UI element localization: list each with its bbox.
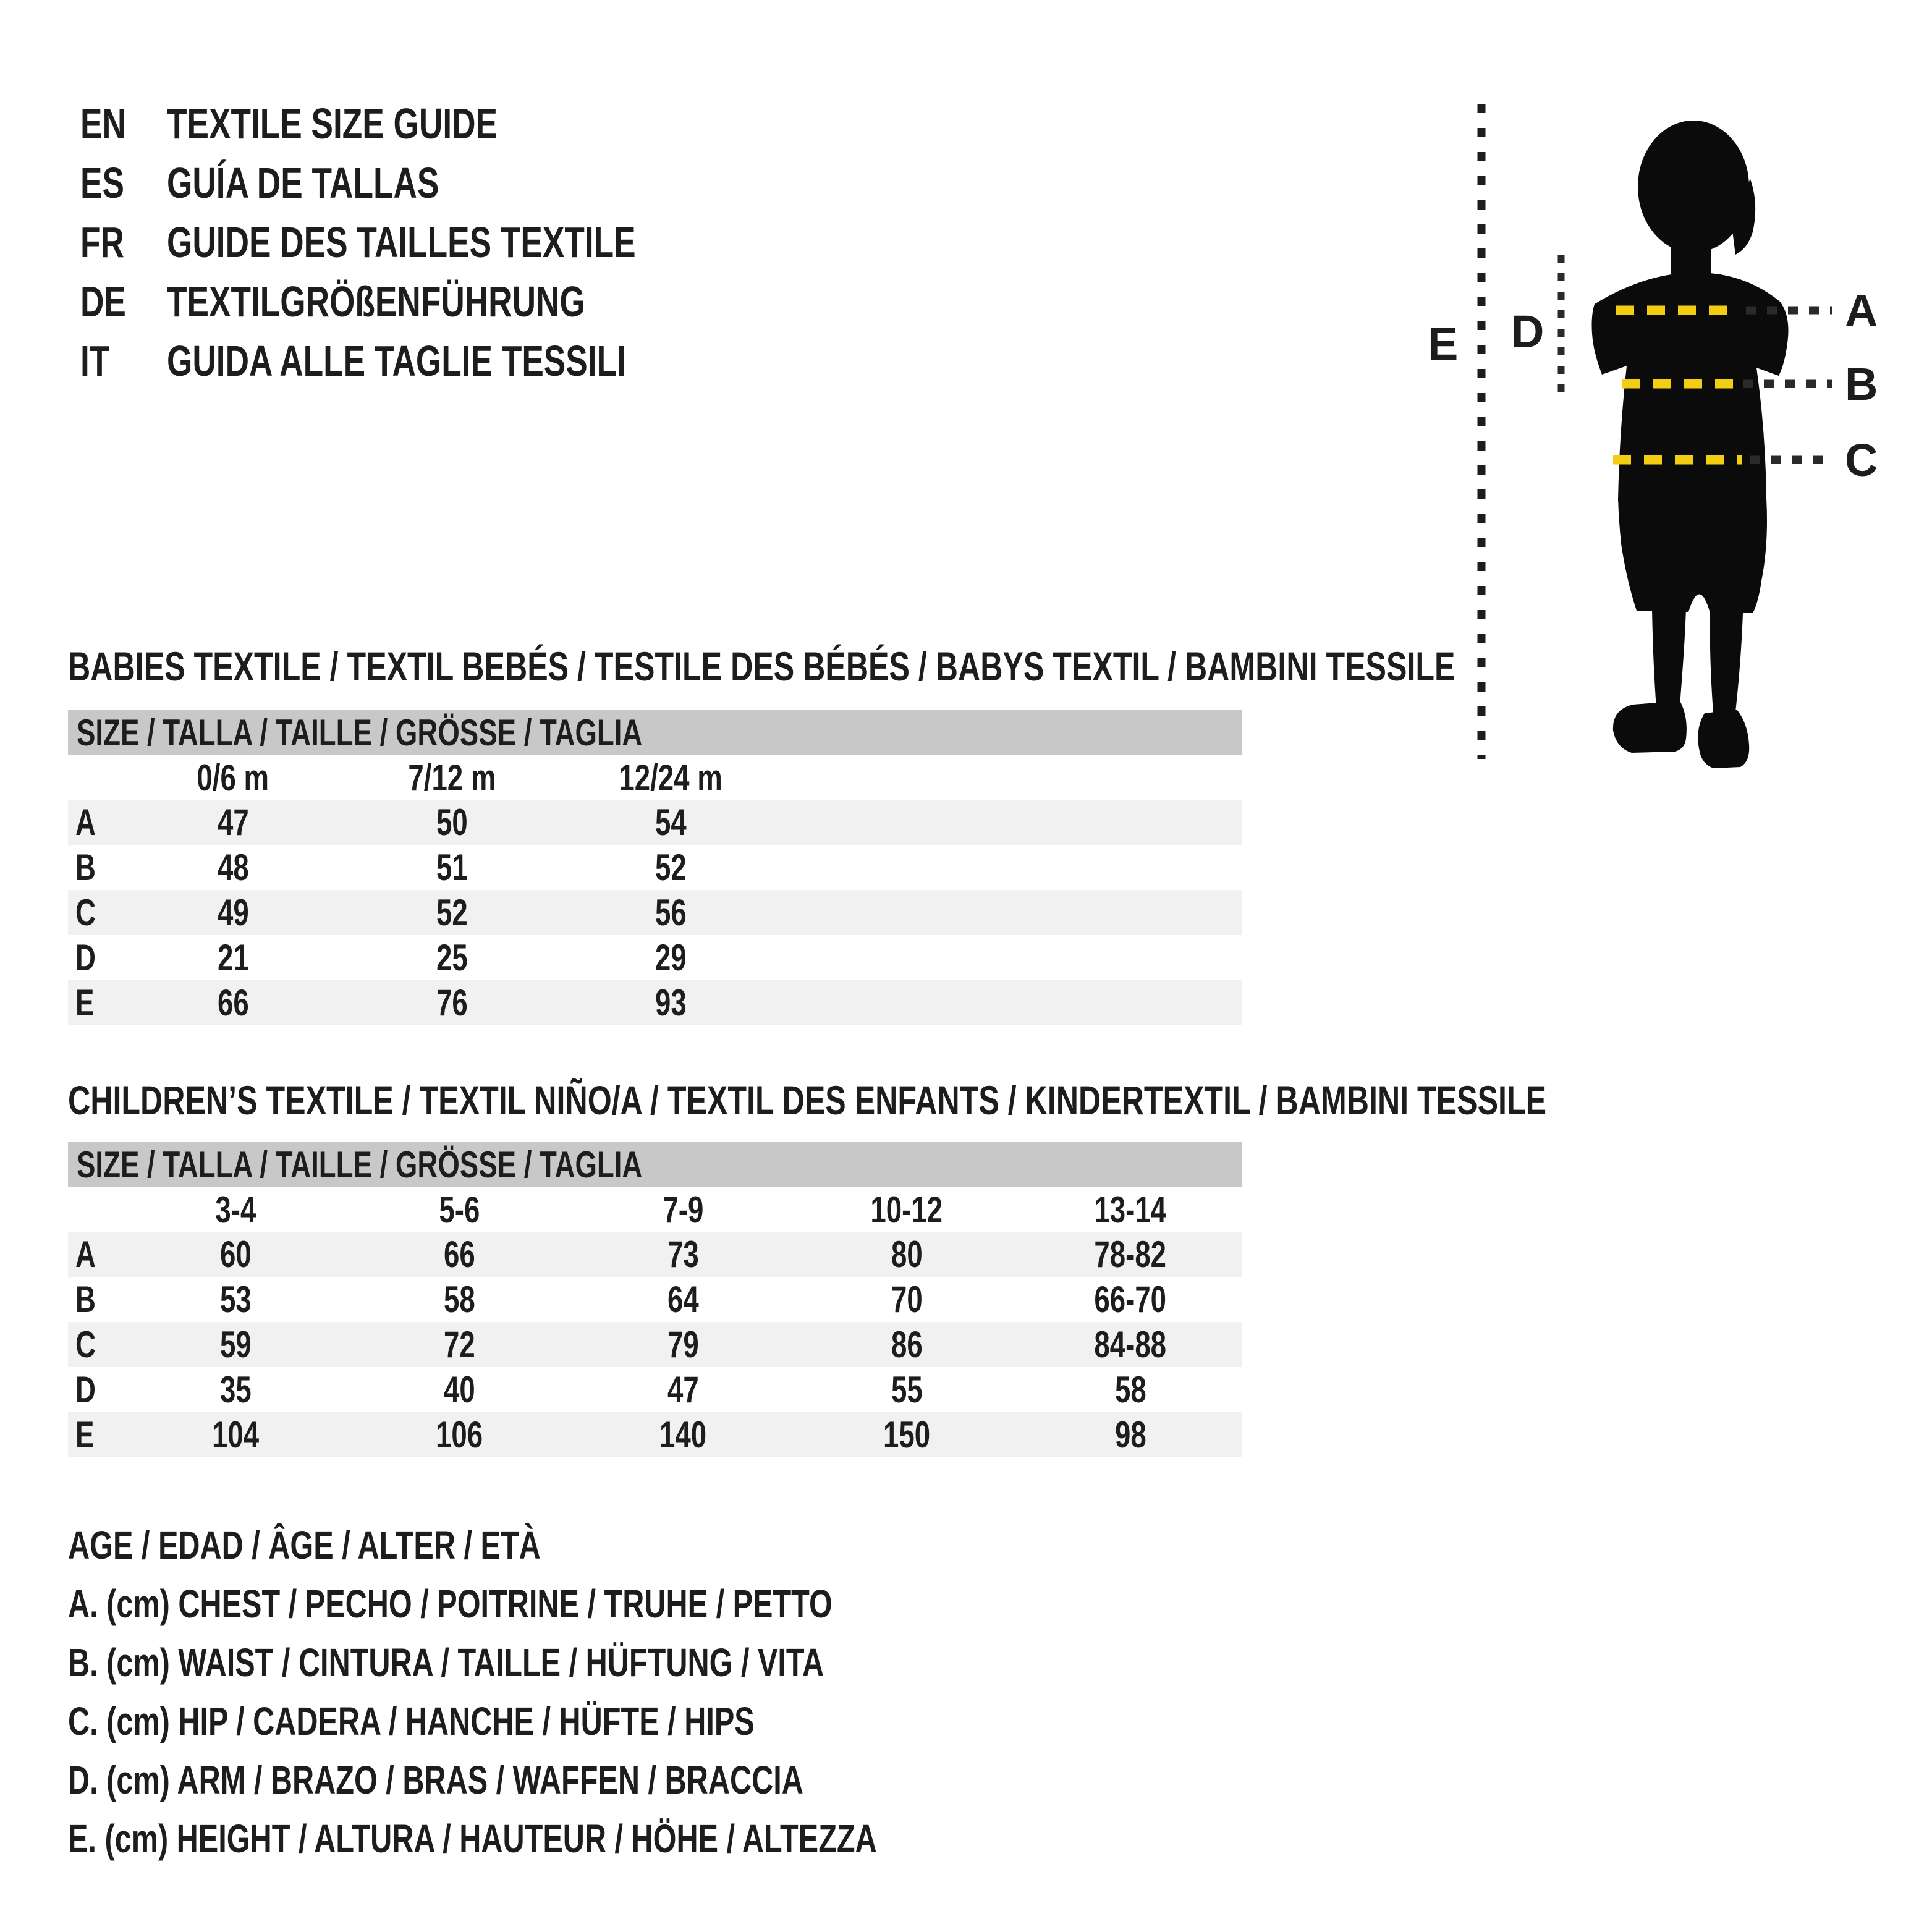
measurement-legend xyxy=(68,1515,1132,1868)
children-column-header: 10-12 xyxy=(870,1188,943,1231)
table-row xyxy=(68,1322,1242,1367)
language-title: GUIDE DES TAILLES TEXTILE xyxy=(167,218,636,266)
table-cell: 25 xyxy=(436,937,468,978)
table-row xyxy=(68,1412,1242,1457)
table-cell: 58 xyxy=(443,1279,475,1320)
legend-age-row xyxy=(68,1515,1132,1574)
table-cell: 51 xyxy=(436,847,468,888)
table-cell: 21 xyxy=(217,937,249,978)
language-code: DE xyxy=(80,278,126,326)
language-code: EN xyxy=(80,100,126,148)
table-cell: 64 xyxy=(667,1279,699,1320)
table-cell: 76 xyxy=(436,982,468,1023)
table-cell: 66-70 xyxy=(1094,1279,1167,1320)
table-cell: 50 xyxy=(436,802,468,843)
row-label: B xyxy=(75,847,96,888)
children-column-header: 13-14 xyxy=(1094,1188,1167,1231)
legend-item xyxy=(68,1809,1132,1868)
table-cell: 86 xyxy=(891,1324,923,1365)
row-label: A xyxy=(75,1234,96,1275)
language-title: GUIDA ALLE TAGLIE TESSILI xyxy=(167,337,626,385)
table-cell: 56 xyxy=(655,892,687,933)
waist-label: B xyxy=(1845,358,1878,410)
language-row xyxy=(80,272,784,331)
babies-column-header-row xyxy=(68,755,1242,800)
babies-section-title xyxy=(68,643,1893,690)
children-size-header-bar xyxy=(68,1142,1242,1187)
size-figure xyxy=(1409,87,1904,803)
row-label: E xyxy=(75,982,95,1023)
table-row xyxy=(68,800,1242,845)
table-row xyxy=(68,845,1242,890)
table-cell: 54 xyxy=(655,802,687,843)
language-row xyxy=(80,153,784,213)
language-row xyxy=(80,94,784,153)
children-title-text: CHILDREN’S TEXTILE / TEXTIL NIÑO/A / TEXTIL DES ENFANTS / KINDERTEXTIL / BAMBINI TESSILE xyxy=(68,1077,1547,1123)
children-column-header: 7-9 xyxy=(663,1188,703,1231)
table-cell: 49 xyxy=(217,892,249,933)
table-cell: 53 xyxy=(219,1279,252,1320)
row-label: B xyxy=(75,1279,96,1320)
child-measurement-diagram xyxy=(1409,87,1904,803)
table-cell: 150 xyxy=(883,1414,931,1455)
children-section-title xyxy=(68,1077,1932,1124)
chest-label: A xyxy=(1845,285,1878,336)
table-cell: 58 xyxy=(1114,1369,1146,1410)
table-cell: 60 xyxy=(219,1234,252,1275)
language-title: GUÍA DE TALLAS xyxy=(167,159,439,207)
children-column-header: 5-6 xyxy=(439,1188,480,1231)
babies-column-header: 12/24 m xyxy=(619,756,722,799)
table-cell: 70 xyxy=(891,1279,923,1320)
children-table xyxy=(68,1142,1242,1457)
legend-item xyxy=(68,1692,1132,1750)
language-title: TEXTILE SIZE GUIDE xyxy=(167,100,498,148)
babies-column-header: 0/6 m xyxy=(197,756,269,799)
height-label: E xyxy=(1428,318,1459,370)
row-label: C xyxy=(75,892,96,933)
row-label: D xyxy=(75,1369,96,1410)
table-row xyxy=(68,1232,1242,1277)
table-cell: 55 xyxy=(891,1369,923,1410)
language-code: IT xyxy=(80,337,110,385)
children-size-header-label: SIZE / TALLA / TAILLE / GRÖSSE / TAGLIA xyxy=(77,1143,643,1185)
table-cell: 66 xyxy=(217,982,249,1023)
table-cell: 72 xyxy=(443,1324,475,1365)
legend-item-label: B. (cm) WAIST / CINTURA / TAILLE / HÜFTUNG / VITA xyxy=(68,1640,824,1685)
language-code: FR xyxy=(80,218,124,266)
language-list xyxy=(80,94,784,391)
table-cell: 35 xyxy=(219,1369,252,1410)
table-row xyxy=(68,935,1242,980)
table-cell: 48 xyxy=(217,847,249,888)
legend-item-label: E. (cm) HEIGHT / ALTURA / HAUTEUR / HÖHE / ALTEZZA xyxy=(68,1816,877,1861)
row-label: E xyxy=(75,1414,95,1455)
table-cell: 52 xyxy=(436,892,468,933)
legend-item-label: C. (cm) HIP / CADERA / HANCHE / HÜFTE / HIPS xyxy=(68,1698,755,1743)
language-title: TEXTILGRÖßENFÜHRUNG xyxy=(167,278,585,326)
hip-label: C xyxy=(1845,434,1878,486)
language-row xyxy=(80,213,784,272)
legend-item xyxy=(68,1574,1132,1633)
arm-label: D xyxy=(1511,306,1544,357)
legend-age-label: AGE / EDAD / ÂGE / ALTER / ETÀ xyxy=(68,1522,541,1567)
table-row xyxy=(68,1277,1242,1322)
babies-size-header-bar xyxy=(68,710,1242,755)
table-cell: 29 xyxy=(655,937,687,978)
table-row xyxy=(68,890,1242,935)
table-cell: 84-88 xyxy=(1094,1324,1167,1365)
language-code: ES xyxy=(80,159,124,207)
table-row xyxy=(68,1367,1242,1412)
table-cell: 66 xyxy=(443,1234,475,1275)
table-cell: 98 xyxy=(1114,1414,1146,1455)
children-column-header: 3-4 xyxy=(215,1188,256,1231)
row-label: A xyxy=(75,802,96,843)
legend-item xyxy=(68,1633,1132,1692)
table-cell: 78-82 xyxy=(1094,1234,1167,1275)
legend-item-label: D. (cm) ARM / BRAZO / BRAS / WAFFEN / BRACCIA xyxy=(68,1757,803,1802)
children-column-header-row xyxy=(68,1187,1242,1232)
table-row xyxy=(68,980,1242,1025)
babies-column-header: 7/12 m xyxy=(408,756,496,799)
table-cell: 47 xyxy=(667,1369,699,1410)
legend-item-label: A. (cm) CHEST / PECHO / POITRINE / TRUHE / PETTO xyxy=(68,1581,833,1626)
row-label: C xyxy=(75,1324,96,1365)
table-cell: 106 xyxy=(435,1414,483,1455)
legend-item xyxy=(68,1750,1132,1809)
table-cell: 93 xyxy=(655,982,687,1023)
table-cell: 47 xyxy=(217,802,249,843)
table-cell: 73 xyxy=(667,1234,699,1275)
table-cell: 40 xyxy=(443,1369,475,1410)
table-cell: 79 xyxy=(667,1324,699,1365)
table-cell: 59 xyxy=(219,1324,252,1365)
language-row xyxy=(80,331,784,391)
babies-size-header-label: SIZE / TALLA / TAILLE / GRÖSSE / TAGLIA xyxy=(77,711,643,753)
table-cell: 104 xyxy=(211,1414,260,1455)
babies-table xyxy=(68,710,1242,1025)
table-cell: 52 xyxy=(655,847,687,888)
table-cell: 80 xyxy=(891,1234,923,1275)
table-cell: 140 xyxy=(659,1414,707,1455)
babies-title-text: BABIES TEXTILE / TEXTIL BEBÉS / TESTILE DES BÉBÉS / BABYS TEXTIL / BAMBINI TESSILE xyxy=(68,643,1455,689)
row-label: D xyxy=(75,937,96,978)
